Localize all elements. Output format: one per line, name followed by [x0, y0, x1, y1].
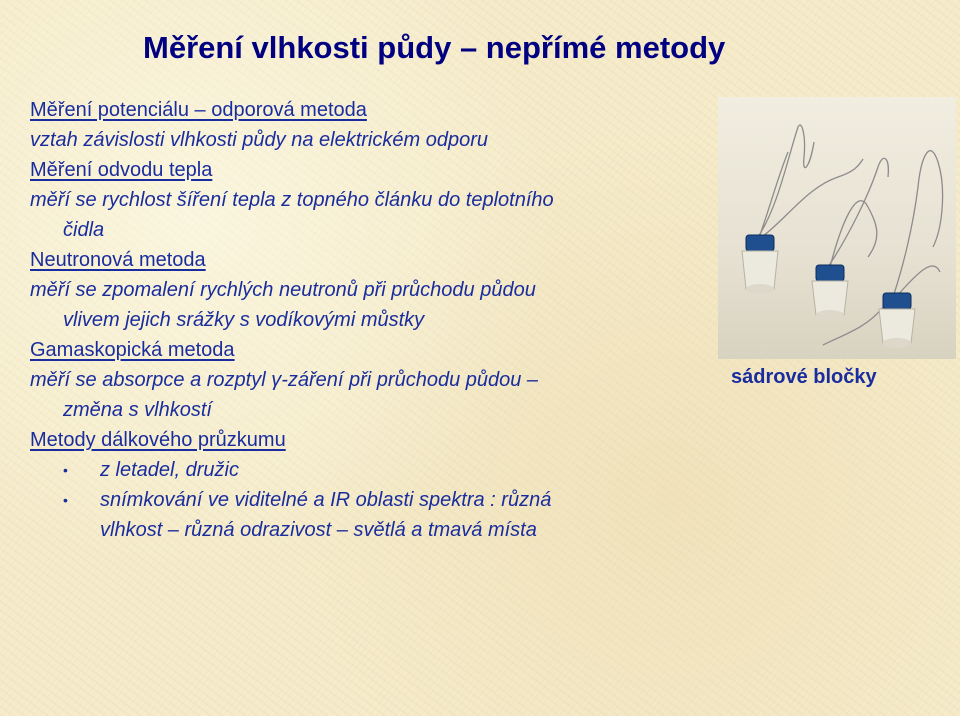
method-description-continued: změna s vlhkostí [63, 399, 212, 421]
bullet-text-continued: vlhkost – různá odrazivost – světlá a tmavá místa [100, 519, 537, 541]
bullet-item [30, 455, 720, 485]
gypsum-blocks-illustration [718, 97, 956, 359]
gypsum-blocks-photo [718, 97, 956, 359]
method-heading: Měření odvodu tepla [30, 159, 213, 181]
method-description: vztah závislosti vlhkosti půdy na elektrickém odporu [30, 129, 488, 151]
bullet-text: snímkování ve viditelné a IR oblasti spektra : různá [100, 489, 552, 511]
method-description-continued: vlivem jejich srážky s vodíkovými můstky [63, 309, 425, 331]
photo-caption: sádrové bločky [731, 366, 877, 388]
method-heading: Metody dálkového průzkumu [30, 429, 286, 451]
bullet-icon: • [63, 492, 68, 508]
methods-list [30, 95, 720, 545]
page-title: Měření vlhkosti půdy – nepřímé metody [143, 30, 726, 65]
bullet-item [30, 485, 720, 515]
bullet-icon: • [63, 462, 68, 478]
method-heading: Neutronová metoda [30, 249, 206, 271]
method-description: měří se zpomalení rychlých neutronů při průchodu půdou [30, 279, 536, 301]
bullet-text: z letadel, družic [100, 459, 239, 481]
method-description-continued: čidla [63, 219, 105, 241]
method-description: měří se rychlost šíření tepla z topného článku do teplotního [30, 189, 554, 211]
method-heading: Gamaskopická metoda [30, 339, 235, 361]
method-description: měří se absorpce a rozptyl γ-záření při průchodu půdou – [30, 369, 539, 391]
method-heading: Měření potenciálu – odporová metoda [30, 99, 367, 121]
